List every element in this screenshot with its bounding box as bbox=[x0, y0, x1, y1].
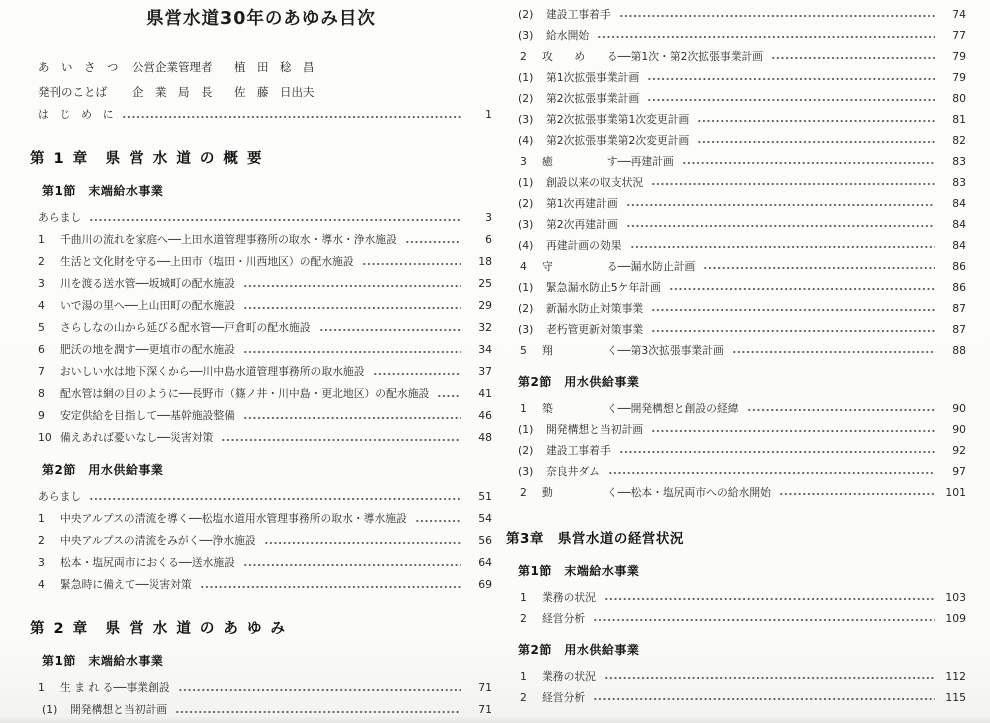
entry-page-number: 101 bbox=[945, 486, 966, 499]
entry-label: 中央アルプスの清流を導く──松塩水道用水管理事務所の取水・導水施設 bbox=[60, 512, 407, 525]
entry-label: 千曲川の流れを家庭へ──上田水道管理事務所の取水・導水・浄水施設 bbox=[60, 233, 397, 246]
entry-label: 建設工事着手 bbox=[546, 444, 611, 457]
section-heading-text: 第2節 用水供給事業 bbox=[42, 463, 164, 477]
dot-leader bbox=[243, 563, 461, 567]
entry-page-number: 74 bbox=[952, 8, 966, 21]
entry-label: 再建計画の効果 bbox=[546, 239, 622, 252]
section-heading-text: 第2節 用水供給事業 bbox=[518, 375, 640, 389]
entry-label: 翔 く──第3次拡張事業計画 bbox=[542, 344, 724, 357]
front-label: 発刊のことば bbox=[38, 84, 107, 99]
dot-leader bbox=[630, 245, 935, 249]
toc-entry bbox=[506, 482, 966, 503]
entry-number: (3) bbox=[518, 29, 534, 42]
dot-leader bbox=[373, 372, 461, 376]
entry-number: 5 bbox=[38, 321, 45, 334]
entry-label: 中央アルプスの清流をみがく──浄水施設 bbox=[60, 534, 256, 547]
entry-number: 2 bbox=[38, 255, 45, 268]
entry-label: 第2次拡張事業第1次変更計画 bbox=[546, 113, 690, 126]
toc-entry bbox=[30, 207, 492, 229]
entry-label: 松本・塩尻両市におくる──送水施設 bbox=[60, 556, 235, 569]
dot-leader bbox=[604, 597, 935, 601]
section-heading bbox=[506, 562, 966, 581]
entry-label: 創設以来の収支状況 bbox=[546, 176, 644, 189]
entry-number: (3) bbox=[518, 465, 534, 478]
entry-page-number: 88 bbox=[952, 344, 966, 357]
entry-number: (3) bbox=[518, 113, 534, 126]
entry-page-number: 82 bbox=[952, 134, 966, 147]
dot-leader bbox=[626, 224, 935, 228]
entry-label: 川を渡る送水管──坂城町の配水施設 bbox=[60, 277, 235, 290]
toc-entry bbox=[30, 486, 492, 508]
toc-entry bbox=[506, 88, 966, 109]
entry-page-number: 79 bbox=[952, 50, 966, 63]
entry-page-number: 112 bbox=[945, 670, 966, 683]
dot-leader bbox=[200, 585, 461, 589]
front-matter-row bbox=[30, 79, 492, 104]
entry-page-number: 71 bbox=[478, 703, 492, 716]
entry-page-number: 84 bbox=[952, 197, 966, 210]
entry-number: 1 bbox=[520, 591, 527, 604]
entry-page-number: 84 bbox=[952, 239, 966, 252]
entry-number: 3 bbox=[38, 556, 45, 569]
entry-page-number: 79 bbox=[952, 71, 966, 84]
entry-label: 経営分析 bbox=[542, 691, 586, 704]
toc-entry bbox=[506, 419, 966, 440]
front-matter-row bbox=[30, 54, 492, 79]
entry-number: 4 bbox=[38, 299, 45, 312]
dot-leader bbox=[178, 688, 461, 692]
toc-entry bbox=[506, 25, 966, 46]
entry-number: 5 bbox=[520, 344, 527, 357]
chapter-heading-text: 第 2 章 県 営 水 道 の あ ゆ み bbox=[30, 621, 288, 637]
dot-leader bbox=[651, 308, 935, 312]
entry-number: 3 bbox=[520, 155, 527, 168]
toc-entry bbox=[506, 440, 966, 461]
toc-entry bbox=[506, 4, 966, 25]
entry-page-number: 64 bbox=[478, 556, 492, 569]
entry-number: (2) bbox=[518, 444, 534, 457]
entry-number: (2) bbox=[518, 92, 534, 105]
toc-entry bbox=[30, 552, 492, 574]
entry-label: おいしい水は地下深くから──川中島水道管理事務所の取水施設 bbox=[60, 365, 365, 378]
toc-entry bbox=[506, 67, 966, 88]
toc-entry bbox=[506, 130, 966, 151]
chapter-heading bbox=[30, 618, 492, 640]
toc-entry bbox=[506, 277, 966, 298]
entry-number: 1 bbox=[520, 670, 527, 683]
toc-title bbox=[30, 6, 492, 32]
entry-number: 2 bbox=[520, 486, 527, 499]
dot-leader bbox=[697, 119, 935, 123]
entry-page-number: 6 bbox=[485, 233, 492, 246]
entry-page-number: 83 bbox=[952, 155, 966, 168]
entry-page-number: 46 bbox=[478, 409, 492, 422]
toc-entry bbox=[506, 398, 966, 419]
entry-page-number: 86 bbox=[952, 260, 966, 273]
entry-number: (1) bbox=[518, 423, 534, 436]
entry-number: 2 bbox=[520, 691, 527, 704]
entry-label: 築 く──開発構想と創設の経緯 bbox=[542, 402, 739, 415]
front-role: 公営企業管理者 bbox=[132, 59, 213, 74]
entry-page-number: 97 bbox=[952, 465, 966, 478]
entry-label: 安定供給を目指して──基幹施設整備 bbox=[60, 409, 235, 422]
entry-label: 開発構想と当初計画 bbox=[70, 703, 168, 716]
entry-number: (1) bbox=[518, 176, 534, 189]
toc-entry bbox=[30, 229, 492, 251]
dot-leader bbox=[703, 266, 935, 270]
toc-entry bbox=[506, 256, 966, 277]
entry-label: 給水開始 bbox=[546, 29, 590, 42]
section-heading bbox=[30, 652, 492, 671]
chapter-heading bbox=[30, 148, 492, 170]
entry-page-number: 87 bbox=[952, 302, 966, 315]
entry-number: (4) bbox=[518, 134, 534, 147]
entry-number: (2) bbox=[518, 197, 534, 210]
entry-page-number: 115 bbox=[945, 691, 966, 704]
chapter-heading bbox=[506, 529, 966, 550]
entry-number: 2 bbox=[520, 50, 527, 63]
toc-entry bbox=[506, 687, 966, 708]
front-label: あ い さ つ bbox=[38, 59, 119, 74]
toc-entry bbox=[30, 251, 492, 273]
dot-leader bbox=[415, 519, 461, 523]
entry-page-number: 90 bbox=[952, 402, 966, 415]
dot-leader bbox=[651, 429, 935, 433]
dot-leader bbox=[697, 140, 935, 144]
toc-entry bbox=[30, 383, 492, 405]
dot-leader bbox=[669, 287, 935, 291]
entry-number: 9 bbox=[38, 409, 45, 422]
entry-number: (3) bbox=[518, 218, 534, 231]
dot-leader bbox=[619, 450, 935, 454]
entry-label: 第2次再建計画 bbox=[546, 218, 618, 231]
toc-entry bbox=[506, 319, 966, 340]
entry-number: 1 bbox=[38, 681, 45, 694]
entry-label: 第2次拡張事業第2次変更計画 bbox=[546, 134, 690, 147]
spacer bbox=[30, 40, 492, 54]
section-heading bbox=[506, 641, 966, 660]
entry-label: 業務の状況 bbox=[542, 591, 596, 604]
toc-entry bbox=[506, 608, 966, 629]
entry-number: 6 bbox=[38, 343, 45, 356]
toc-entry bbox=[506, 235, 966, 256]
section-heading-text: 第2節 用水供給事業 bbox=[518, 643, 640, 657]
entry-number: (2) bbox=[518, 302, 534, 315]
toc-title-text: 県営水道30年のあゆみ目次 bbox=[146, 9, 376, 29]
entry-page-number: 87 bbox=[952, 323, 966, 336]
toc-entry bbox=[30, 339, 492, 361]
toc-entry bbox=[30, 508, 492, 530]
toc-entry bbox=[30, 405, 492, 427]
right-page-column bbox=[506, 0, 966, 708]
entry-page-number: 54 bbox=[478, 512, 492, 525]
entry-number: 7 bbox=[38, 365, 45, 378]
section-heading bbox=[30, 461, 492, 480]
dot-leader bbox=[319, 328, 461, 332]
toc-entry bbox=[30, 317, 492, 339]
entry-page-number: 92 bbox=[952, 444, 966, 457]
dot-leader bbox=[619, 14, 935, 18]
entry-number: 4 bbox=[520, 260, 527, 273]
entry-label: 業務の状況 bbox=[542, 670, 596, 683]
toc-entry bbox=[30, 295, 492, 317]
entry-page-number: 32 bbox=[478, 321, 492, 334]
entry-number: (3) bbox=[518, 323, 534, 336]
dot-leader bbox=[221, 438, 461, 442]
entry-page-number: 29 bbox=[478, 299, 492, 312]
entry-label: さらしなの山から延びる配水管──戸倉町の配水施設 bbox=[60, 321, 311, 334]
toc-entry bbox=[30, 273, 492, 295]
entry-label: 老朽管更新対策事業 bbox=[546, 323, 644, 336]
entry-page-number: 51 bbox=[478, 490, 492, 503]
toc-entry bbox=[506, 46, 966, 67]
dot-leader bbox=[682, 161, 935, 165]
toc-entry bbox=[30, 677, 492, 699]
dot-leader bbox=[437, 394, 461, 398]
entry-page-number: 86 bbox=[952, 281, 966, 294]
entry-label: 攻 め る──第1次・第2次拡張事業計画 bbox=[542, 50, 764, 63]
chapter-heading-text: 第3章 県営水道の経営状況 bbox=[506, 531, 684, 547]
entry-page-number: 1 bbox=[485, 108, 492, 121]
section-heading bbox=[506, 373, 966, 392]
entry-page-number: 80 bbox=[952, 92, 966, 105]
entry-number: 3 bbox=[38, 277, 45, 290]
entry-number: 1 bbox=[520, 402, 527, 415]
dot-leader bbox=[243, 284, 461, 288]
toc-entry bbox=[506, 587, 966, 608]
entry-number: (1) bbox=[518, 281, 534, 294]
dot-leader bbox=[604, 676, 935, 680]
entry-label: 第1次拡張事業計画 bbox=[546, 71, 640, 84]
section-heading-text: 第1節 末端給水事業 bbox=[518, 564, 640, 578]
left-page-column bbox=[30, 0, 492, 721]
toc-entry bbox=[30, 530, 492, 552]
toc-entry bbox=[506, 172, 966, 193]
toc-entry bbox=[506, 193, 966, 214]
dot-leader bbox=[747, 408, 935, 412]
entry-page-number: 37 bbox=[478, 365, 492, 378]
entry-label: あらまし bbox=[38, 490, 82, 503]
front-role: 企 業 局 長 bbox=[132, 84, 213, 99]
dot-leader bbox=[732, 350, 935, 354]
entry-label: 守 る──漏水防止計画 bbox=[542, 260, 696, 273]
toc-entry bbox=[506, 214, 966, 235]
entry-label: 動 く──松本・塩尻両市への給水開始 bbox=[542, 486, 771, 499]
dot-leader bbox=[264, 541, 461, 545]
dot-leader bbox=[243, 350, 461, 354]
entry-page-number: 109 bbox=[945, 612, 966, 625]
entry-label: 建設工事着手 bbox=[546, 8, 611, 21]
entry-label: 肥沃の地を潤す──更埴市の配水施設 bbox=[60, 343, 235, 356]
entry-label: いで湯の里へ──上山田町の配水施設 bbox=[60, 299, 235, 312]
entry-label: 第1次再建計画 bbox=[546, 197, 618, 210]
toc-entry bbox=[506, 461, 966, 482]
toc-entry bbox=[506, 666, 966, 687]
dot-leader bbox=[597, 35, 935, 39]
dot-leader bbox=[647, 77, 935, 81]
toc-entry bbox=[506, 298, 966, 319]
entry-label: 癒 す──再建計画 bbox=[542, 155, 674, 168]
section-heading-text: 第1節 末端給水事業 bbox=[42, 654, 164, 668]
entry-page-number: 83 bbox=[952, 176, 966, 189]
entry-number: 4 bbox=[38, 578, 45, 591]
entry-page-number: 48 bbox=[478, 431, 492, 444]
toc-entry bbox=[30, 574, 492, 596]
dot-leader bbox=[243, 306, 461, 310]
entry-number: 1 bbox=[38, 233, 45, 246]
dot-leader bbox=[593, 618, 935, 622]
dot-leader bbox=[405, 240, 461, 244]
entry-number: (4) bbox=[518, 239, 534, 252]
entry-label: 緊急漏水防止5ケ年計画 bbox=[546, 281, 661, 294]
dot-leader bbox=[651, 329, 935, 333]
dot-leader bbox=[362, 262, 461, 266]
entry-page-number: 25 bbox=[478, 277, 492, 290]
entry-label: 奈良井ダム bbox=[546, 465, 600, 478]
dot-leader bbox=[647, 98, 935, 102]
entry-label: 緊急時に備えて──災害対策 bbox=[60, 578, 192, 591]
entry-page-number: 71 bbox=[478, 681, 492, 694]
dot-leader bbox=[651, 182, 935, 186]
dot-leader bbox=[243, 416, 461, 420]
toc-entry bbox=[30, 699, 492, 721]
dot-leader bbox=[89, 218, 461, 222]
dot-leader bbox=[175, 710, 461, 714]
entry-number: 8 bbox=[38, 387, 45, 400]
entry-label: 生活と文化財を守る──上田市（塩田・川西地区）の配水施設 bbox=[60, 255, 354, 268]
entry-label: 第2次拡張事業計画 bbox=[546, 92, 640, 105]
entry-number: 2 bbox=[520, 612, 527, 625]
toc-entry bbox=[506, 109, 966, 130]
toc-entry bbox=[30, 361, 492, 383]
section-heading-text: 第1節 末端給水事業 bbox=[42, 184, 164, 198]
entry-label: 生 ま れ る──事業創設 bbox=[60, 681, 170, 694]
entry-label: は じ め に bbox=[38, 108, 114, 121]
entry-page-number: 18 bbox=[478, 255, 492, 268]
front-person: 佐 藤 日出夫 bbox=[234, 84, 315, 99]
toc-entry bbox=[30, 427, 492, 449]
entry-label: 新漏水防止対策事業 bbox=[546, 302, 644, 315]
dot-leader bbox=[122, 115, 461, 119]
entry-number: 1 bbox=[38, 512, 45, 525]
toc-entry bbox=[506, 151, 966, 172]
chapter-heading-text: 第 1 章 県 営 水 道 の 概 要 bbox=[30, 151, 264, 167]
dot-leader bbox=[89, 497, 461, 501]
entry-page-number: 84 bbox=[952, 218, 966, 231]
entry-page-number: 81 bbox=[952, 113, 966, 126]
dot-leader bbox=[771, 56, 935, 60]
entry-page-number: 77 bbox=[952, 29, 966, 42]
front-person: 植 田 稔 昌 bbox=[234, 59, 315, 74]
dot-leader bbox=[593, 697, 935, 701]
dot-leader bbox=[779, 492, 935, 496]
dot-leader bbox=[626, 203, 935, 207]
section-heading bbox=[30, 182, 492, 201]
entry-label: 経営分析 bbox=[542, 612, 586, 625]
entry-page-number: 34 bbox=[478, 343, 492, 356]
entry-page-number: 41 bbox=[478, 387, 492, 400]
entry-label: あらまし bbox=[38, 211, 82, 224]
entry-page-number: 56 bbox=[478, 534, 492, 547]
dot-leader bbox=[608, 471, 935, 475]
entry-page-number: 103 bbox=[945, 591, 966, 604]
entry-number: 2 bbox=[38, 534, 45, 547]
entry-number: (2) bbox=[518, 8, 534, 21]
entry-label: 開発構想と当初計画 bbox=[546, 423, 644, 436]
toc-entry bbox=[506, 340, 966, 361]
entry-number: 10 bbox=[38, 431, 52, 444]
entry-page-number: 3 bbox=[485, 211, 492, 224]
entry-page-number: 90 bbox=[952, 423, 966, 436]
entry-number: (1) bbox=[42, 703, 58, 716]
entry-label: 備えあれば憂いなし──災害対策 bbox=[60, 431, 214, 444]
toc-entry bbox=[30, 104, 492, 126]
entry-number: (1) bbox=[518, 71, 534, 84]
entry-page-number: 69 bbox=[478, 578, 492, 591]
entry-label: 配水管は網の目のように──長野市（篠ノ井・川中島・更北地区）の配水施設 bbox=[60, 387, 430, 400]
